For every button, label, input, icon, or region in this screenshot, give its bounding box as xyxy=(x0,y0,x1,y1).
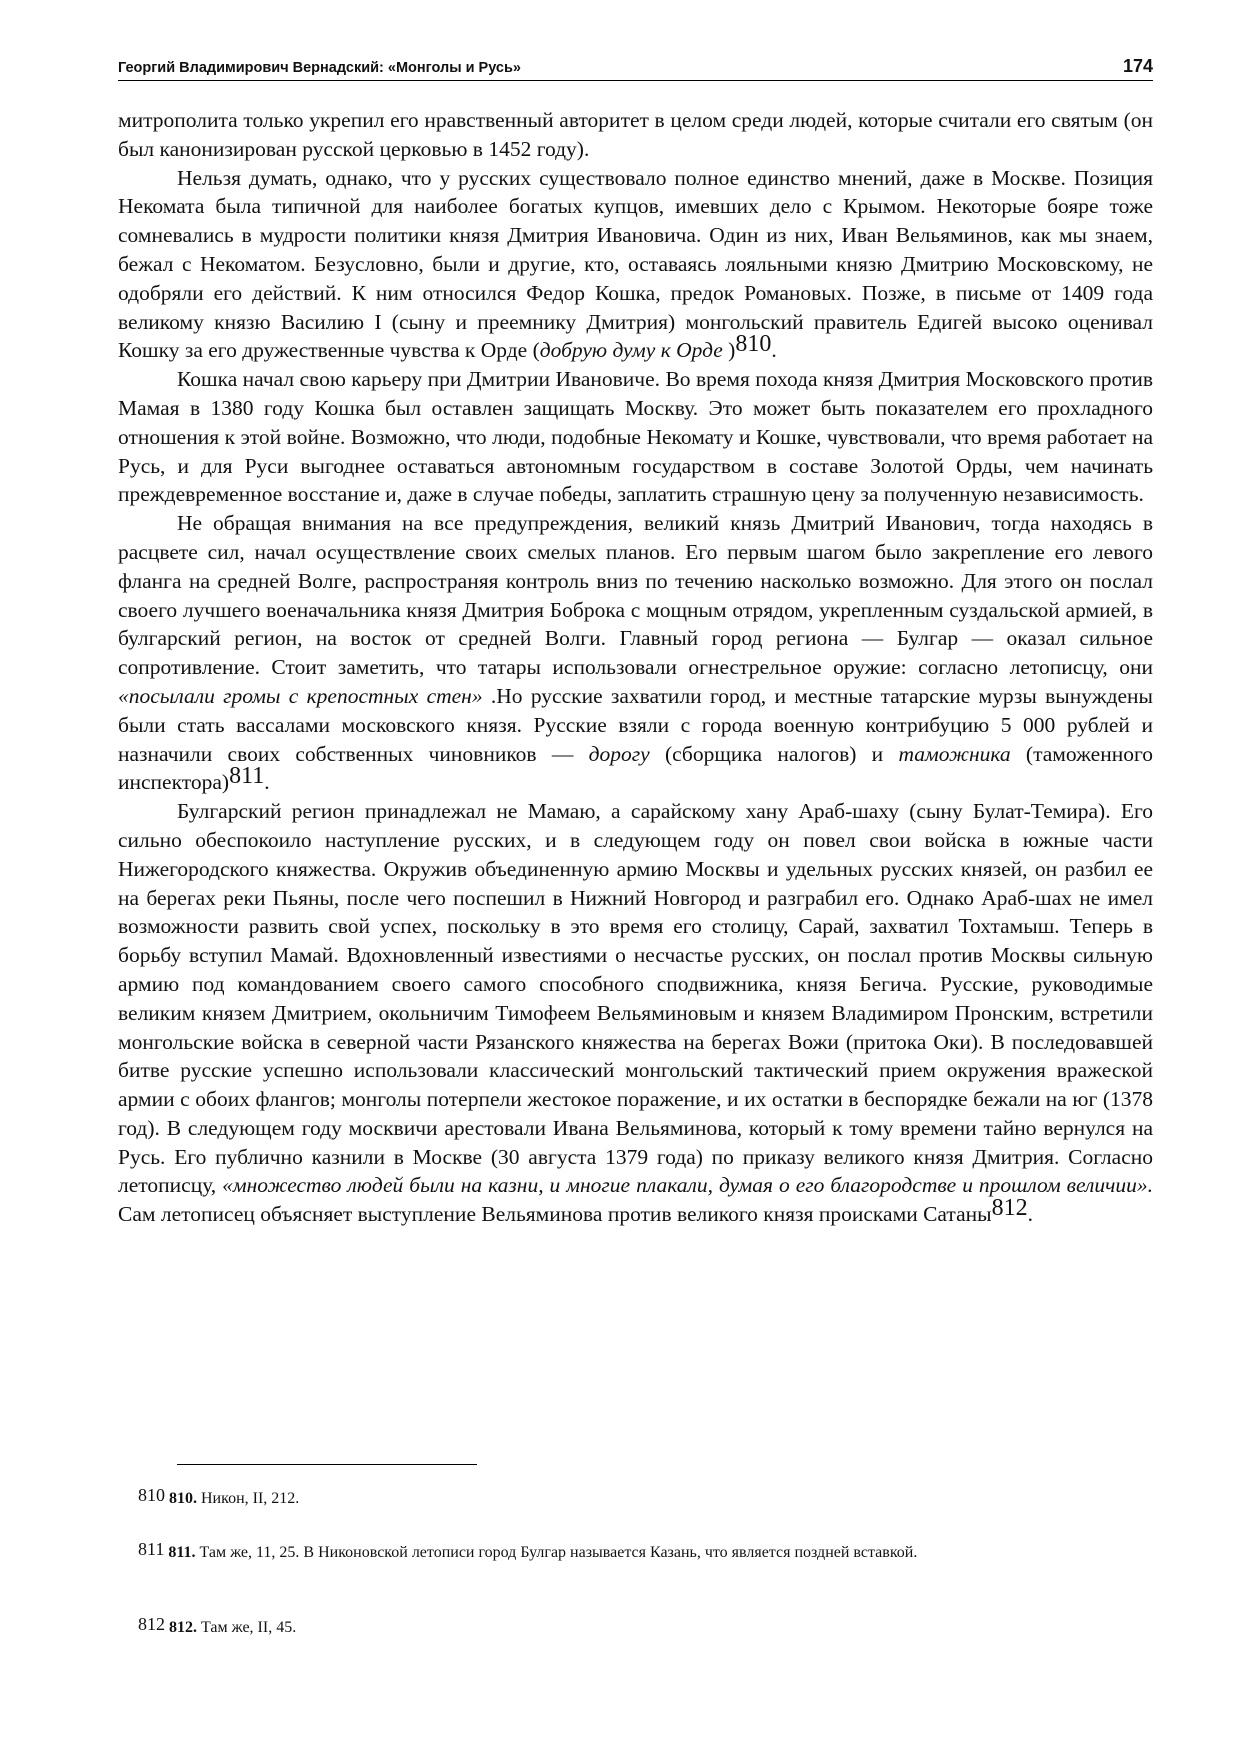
footnote-ref-811[interactable]: 811 xyxy=(229,763,265,790)
main-text xyxy=(118,106,1153,1229)
paragraph-5-text-b: Сам летописец объясняет выступление Вельяминова против великого князя происками Сатаны xyxy=(118,1202,992,1227)
header-rule xyxy=(118,80,1153,81)
footnote-ref-812[interactable]: 812 xyxy=(991,1195,1028,1222)
footnote-marker: 812 xyxy=(138,1614,165,1634)
paragraph-4-text-c: (сборщика налогов) и xyxy=(649,741,899,766)
paragraph-5-text: Булгарский регион принадлежал не Мамаю, а сарайскому хану Араб-шаху (сыну Булат-Темира). Его сильно обеспокоило наступление русских, и в следующем году он повел свои войска в южные части Нижегородского княжества. Окружив объединенную армию Москвы и удельных русских князей, он разбил ее на берегах реки Пьяны, после чего поспешил в Нижний Новгород и разграбил его. Однако Араб-шах не имел возможности развить свой успех, поскольку в это время его столицу, Сарай, захватил Тохтамыш. Теперь в борьбу вступил Мамай. Вдохновленный известиями о несчастье русских, он послал против Москвы сильную армию под командованием своего самого способного сподвижника, князя Бегича. Русские, руководимые великим князем Дмитрием, окольничим Тимофеем Вельяминовым и князем Владимиром Пронским, встретили монгольские войска в северной части Рязанского княжества на берегах Вожи (притока Оки). В последовавшей битве русские успешно использовали классический монгольский тактический прием окружения вражеской армии с обоих флангов; монголы потерпели жестокое поражение, и их остатки в беспорядке бежали на юг (1378 год). В следующем году москвичи арестовали Ивана Вельяминова, который к тому времени тайно вернулся на Русь. Его публично казнили в Москве (30 августа 1379 года) по приказу великого князя Дмитрия. Согласно летописцу, xyxy=(118,799,1153,1198)
paragraph-1: митрополита только укрепил его нравственный авторитет в целом среди людей, которые считали его святым (он был канонизирован русской церковью в 1452 году). xyxy=(118,108,1153,161)
paragraph-4-end: . xyxy=(264,770,270,795)
footnote-ref-810[interactable]: 810 xyxy=(735,331,772,358)
footnote-number: 811. xyxy=(168,1544,196,1561)
footnote-number: 812. xyxy=(169,1619,197,1636)
running-title: Георгий Владимирович Вернадский: «Монголы и Русь» xyxy=(118,60,521,76)
footnote-text: Там же, II, 45. xyxy=(197,1619,297,1636)
paragraph-5-end: . xyxy=(1027,1202,1033,1227)
paragraph-4-text-b: .Но русские захватили город, и местные татарские мурзы вынуждены были стать вассалами московского князя. Русские взяли с города военную контрибуцию 5 000 рублей и назначили своих собственных чиновников — xyxy=(118,683,1153,766)
footnote-separator xyxy=(177,1464,477,1465)
footnote-810 xyxy=(118,1485,1173,1509)
footnote-number: 810. xyxy=(169,1490,197,1507)
term-italic: таможника xyxy=(898,741,1011,766)
paragraph-4-text-d: (таможенного инспектора) xyxy=(118,741,1153,795)
paragraph-5 xyxy=(118,797,1153,1229)
page-header xyxy=(118,56,1153,82)
page-number: 174 xyxy=(1122,56,1153,76)
paragraph-2-text-b: ) xyxy=(722,338,736,363)
footnote-812 xyxy=(118,1614,1173,1638)
footnote-811 xyxy=(118,1539,1153,1563)
quote-italic: «посылали громы с крепостных стен» xyxy=(118,683,483,708)
footnote-text: Никон, II, 212. xyxy=(197,1490,300,1507)
quote-italic: «множество людей были на казни, и многие плакали, думая о его благородстве и прошлом величии». xyxy=(222,1173,1154,1198)
paragraph-4-text: Не обращая внимания на все предупреждения, великий князь Дмитрий Иванович, тогда находясь в расцвете сил, начал осуществление своих смелых планов. Его первым шагом было закрепление его левого фланга на средней Волге, распространяя контроль вниз по течению насколько возможно. Для этого он послал своего лучшего военачальника князя Дмитрия Боброка с мощным отрядом, укрепленным суздальской армией, в булгарский регион, на восток от средней Волги. Главный город региона — Булгар — оказал сильное сопротивление. Стоит заметить, что татары использовали огнестрельное оружие: согласно летописцу, они xyxy=(118,511,1153,680)
quote-italic: добрую думу к Орде xyxy=(539,338,723,363)
paragraph-2-text: Нельзя думать, однако, что у русских существовало полное единство мнений, даже в Москве. Позиция Некомата была типичной для наиболее богатых купцов, имевших дело с Крымом. Некоторые бояре тоже сомневались в мудрости политики князя Дмитрия Ивановича. Один из них, Иван Вельяминов, как мы знаем, бежал с Некоматом. Безусловно, были и другие, кто, оставаясь лояльными князю Дмитрию Московскому, не одобряли его действий. К ним относился Федор Кошка, предок Романовых. Позже, в письме от 1409 года великому князю Василию I (сыну и преемнику Дмитрия) монгольский правитель Едигей высоко оценивал Кошку за его дружественные чувства к Орде ( xyxy=(118,165,1153,363)
footnote-text: Там же, 11, 25. В Никоновской летописи город Булгар называется Казань, что является поздней вставкой. xyxy=(195,1544,918,1561)
paragraph-3: Кошка начал свою карьеру при Дмитрии Ивановиче. Во время похода князя Дмитрия Московского против Мамая в 1380 году Кошка был оставлен защищать Москву. Это может быть показателем его прохладного отношения к этой войне. Возможно, что люди, подобные Некомату и Кошке, чувствовали, что время работает на Русь, и для Руси выгоднее оставаться автономным государством в составе Золотой Орды, чем начинать преждевременное восстание и, даже в случае победы, заплатить страшную цену за полученную независимость. xyxy=(118,367,1153,507)
paragraph-4 xyxy=(118,509,1153,797)
footnote-marker: 811 xyxy=(138,1539,165,1559)
paragraph-2-end: . xyxy=(771,338,777,363)
term-italic: дорогу xyxy=(588,741,650,766)
footnote-marker: 810 xyxy=(138,1485,165,1505)
paragraph-2 xyxy=(118,164,1153,366)
